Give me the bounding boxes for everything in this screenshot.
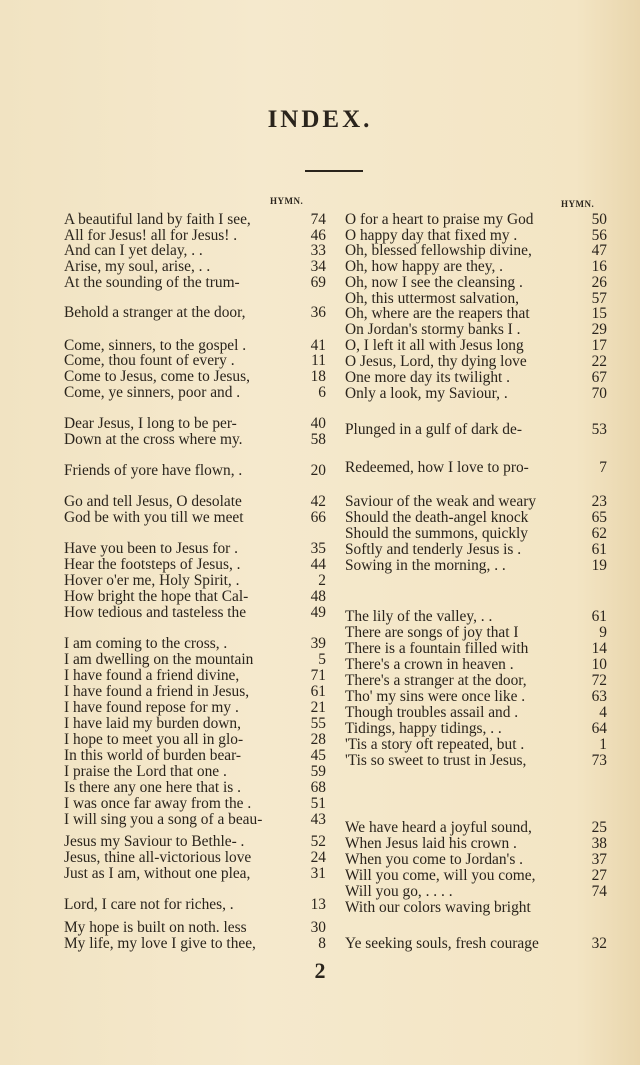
entry-title: I praise the Lord that one . xyxy=(64,764,227,780)
entry-title: Oh, how happy are they, . xyxy=(345,259,503,275)
entry-title: My life, my love I give to thee, xyxy=(64,936,256,952)
entry-title: When you come to Jordan's . xyxy=(345,852,524,868)
index-entry xyxy=(345,936,607,954)
entry-title: I have found repose for my . xyxy=(64,700,239,716)
entry-hymn-number: 57 xyxy=(591,290,607,307)
entry-title: Tho' my sins were once like . xyxy=(345,689,526,705)
index-entry xyxy=(345,422,607,440)
entry-hymn-number: 46 xyxy=(310,227,326,244)
entry-hymn-number: 30 xyxy=(310,919,326,936)
index-entry xyxy=(64,605,326,623)
entry-title: We have heard a joyful sound, xyxy=(345,820,532,836)
entry-hymn-number: 14 xyxy=(591,640,607,657)
entry-hymn-number: 70 xyxy=(591,385,607,402)
entry-title: In this world of burden bear- xyxy=(64,748,242,764)
entry-hymn-number: 51 xyxy=(310,795,326,812)
entry-hymn-number: 11 xyxy=(311,352,326,369)
entry-title: Should the death-angel knock xyxy=(345,510,529,526)
entry-hymn-number: 61 xyxy=(591,608,607,625)
entry-title: 'Tis so sweet to trust in Jesus, xyxy=(345,753,527,769)
index-entry xyxy=(345,386,607,404)
entry-title: Down at the cross where my. xyxy=(64,432,243,448)
entry-title: Sowing in the morning, . . xyxy=(345,558,506,574)
entry-title: I am dwelling on the mountain xyxy=(64,652,254,668)
entry-title: Just as I am, without one plea, xyxy=(64,866,251,882)
entry-title: Saviour of the weak and weary xyxy=(345,494,537,510)
entry-hymn-number: 7 xyxy=(599,459,607,476)
entry-hymn-number: 53 xyxy=(591,421,607,438)
entry-title: I was once far away from the . xyxy=(64,796,252,812)
entry-hymn-number: 74 xyxy=(310,211,326,228)
entry-title: How bright the hope that Cal- xyxy=(64,589,249,605)
entry-title: Go and tell Jesus, O desolate xyxy=(64,494,242,510)
entry-hymn-number: 69 xyxy=(310,274,326,291)
entry-title: O Jesus, Lord, thy dying love xyxy=(345,354,527,370)
entry-title: 'Tis a story oft repeated, but . xyxy=(345,737,525,753)
entry-hymn-number: 39 xyxy=(310,635,326,652)
entry-hymn-number: 34 xyxy=(310,258,326,275)
entry-hymn-number: 73 xyxy=(591,752,607,769)
entry-hymn-number: 19 xyxy=(591,557,607,574)
entry-hymn-number: 31 xyxy=(310,865,326,882)
entry-hymn-number: 33 xyxy=(310,242,326,259)
entry-hymn-number: 45 xyxy=(310,747,326,764)
entry-title: I have found a friend divine, xyxy=(64,668,240,684)
entry-hymn-number: 63 xyxy=(591,688,607,705)
entry-title: Friends of yore have flown, . xyxy=(64,463,243,479)
entry-title: Only a look, my Saviour, . xyxy=(345,386,508,402)
entry-hymn-number: 68 xyxy=(310,779,326,796)
entry-title: When Jesus laid his crown . xyxy=(345,836,517,852)
entry-hymn-number: 23 xyxy=(591,493,607,510)
entry-title: O for a heart to praise my God xyxy=(345,212,534,228)
entry-title: Will you go, . . . . xyxy=(345,884,453,900)
entry-title: I have laid my burden down, xyxy=(64,716,241,732)
entry-title: I have found a friend in Jesus, xyxy=(64,684,250,700)
entry-hymn-number: 32 xyxy=(591,935,607,952)
entry-hymn-number: 13 xyxy=(310,896,326,913)
entry-hymn-number: 67 xyxy=(591,369,607,386)
entry-title: Ye seeking souls, fresh courage xyxy=(345,936,539,952)
entry-hymn-number: 37 xyxy=(591,851,607,868)
entry-hymn-number: 35 xyxy=(310,540,326,557)
entry-title: There are songs of joy that I xyxy=(345,625,519,641)
entry-hymn-number: 25 xyxy=(591,819,607,836)
index-entry xyxy=(64,385,326,403)
entry-title: A beautiful land by faith I see, xyxy=(64,212,251,228)
entry-title: I am coming to the cross, . xyxy=(64,636,228,652)
entry-title: O happy day that fixed my . xyxy=(345,228,518,244)
entry-hymn-number: 41 xyxy=(310,337,326,354)
entry-title: There's a crown in heaven . xyxy=(345,657,514,673)
entry-hymn-number: 62 xyxy=(591,525,607,542)
entry-hymn-number: 28 xyxy=(310,731,326,748)
entry-hymn-number: 5 xyxy=(318,651,326,668)
entry-hymn-number: 48 xyxy=(310,588,326,605)
entry-hymn-number: 59 xyxy=(310,763,326,780)
entry-hymn-number: 61 xyxy=(591,541,607,558)
entry-hymn-number: 61 xyxy=(310,683,326,700)
entry-title: How tedious and tasteless the xyxy=(64,605,247,621)
entry-title: On Jordan's stormy banks I . xyxy=(345,322,521,338)
index-entry xyxy=(64,866,326,884)
entry-hymn-number: 2 xyxy=(318,572,326,589)
entry-hymn-number: 42 xyxy=(310,493,326,510)
entry-title: And can I yet delay, . . xyxy=(64,243,203,259)
page-number: 2 xyxy=(314,958,326,983)
entry-title: Dear Jesus, I long to be per- xyxy=(64,416,237,432)
entry-hymn-number: 16 xyxy=(591,258,607,275)
entry-title: Will you come, will you come, xyxy=(345,868,536,884)
entry-hymn-number: 17 xyxy=(591,337,607,354)
entry-title: Oh, this uttermost salvation, xyxy=(345,291,519,307)
index-entry xyxy=(64,936,326,954)
entry-title: Jesus, thine all-victorious love xyxy=(64,850,252,866)
index-entry xyxy=(345,753,607,771)
entry-title: Oh, now I see the cleansing . xyxy=(345,275,523,291)
index-entry xyxy=(345,558,607,576)
entry-title: Come, ye sinners, poor and . xyxy=(64,385,241,401)
entry-title: Softly and tenderly Jesus is . xyxy=(345,542,522,558)
entry-title: Though troubles assail and . xyxy=(345,705,519,721)
entry-hymn-number: 56 xyxy=(591,227,607,244)
entry-hymn-number: 27 xyxy=(591,867,607,884)
index-entry xyxy=(64,305,326,323)
entry-title: All for Jesus! all for Jesus! . xyxy=(64,228,238,244)
entry-title: At the sounding of the trum- xyxy=(64,275,240,291)
entry-title: I will sing you a song of a beau- xyxy=(64,812,263,828)
entry-title: Behold a stranger at the door, xyxy=(64,305,246,321)
entry-hymn-number: 6 xyxy=(318,384,326,401)
entry-hymn-number: 24 xyxy=(310,849,326,866)
entry-hymn-number: 36 xyxy=(310,304,326,321)
entry-hymn-number: 15 xyxy=(591,305,607,322)
entry-title: O, I left it all with Jesus long xyxy=(345,338,524,354)
entry-hymn-number: 20 xyxy=(310,462,326,479)
index-entry xyxy=(64,897,326,915)
entry-title: Oh, blessed fellowship divine, xyxy=(345,243,532,259)
entry-hymn-number: 9 xyxy=(599,624,607,641)
entry-hymn-number: 72 xyxy=(591,672,607,689)
entry-hymn-number: 64 xyxy=(591,720,607,737)
entry-hymn-number: 66 xyxy=(310,509,326,526)
hymn-header-right: HYMN. xyxy=(561,199,595,209)
entry-hymn-number: 65 xyxy=(591,509,607,526)
entry-title: Come, thou fount of every . xyxy=(64,353,235,369)
entry-hymn-number: 49 xyxy=(310,604,326,621)
entry-hymn-number: 43 xyxy=(310,811,326,828)
entry-title: Have you been to Jesus for . xyxy=(64,541,238,557)
entry-title: I hope to meet you all in glo- xyxy=(64,732,244,748)
entry-title: Is there any one here that is . xyxy=(64,780,241,796)
entry-title: Plunged in a gulf of dark de- xyxy=(345,422,522,438)
entry-hymn-number: 4 xyxy=(599,704,607,721)
entry-hymn-number: 29 xyxy=(591,321,607,338)
entry-title: God be with you till we meet xyxy=(64,510,244,526)
index-entry xyxy=(64,275,326,293)
entry-title: Come to Jesus, come to Jesus, xyxy=(64,369,250,385)
index-entry xyxy=(345,460,607,478)
entry-hymn-number: 1 xyxy=(599,736,607,753)
entry-hymn-number: 50 xyxy=(591,211,607,228)
entry-title: Arise, my soul, arise, . . xyxy=(64,259,211,275)
entry-hymn-number: 8 xyxy=(318,935,326,952)
index-entry xyxy=(64,812,326,830)
entry-hymn-number: 71 xyxy=(310,667,326,684)
entry-hymn-number: 58 xyxy=(310,431,326,448)
entry-hymn-number: 18 xyxy=(310,368,326,385)
entry-title: My hope is built on noth. less xyxy=(64,920,247,936)
entry-hymn-number: 10 xyxy=(591,656,607,673)
entry-title: Tidings, happy tidings, . . xyxy=(345,721,502,737)
entry-hymn-number: 26 xyxy=(591,274,607,291)
entry-title: Jesus my Saviour to Bethle- . xyxy=(64,834,245,850)
index-entry xyxy=(64,432,326,450)
entry-title: There's a stranger at the door, xyxy=(345,673,527,689)
entry-hymn-number: 44 xyxy=(310,556,326,573)
entry-title: Lord, I care not for riches, . xyxy=(64,897,234,913)
title-rule xyxy=(305,170,363,172)
index-entry xyxy=(64,463,326,481)
entry-hymn-number: 40 xyxy=(310,415,326,432)
entry-title: One more day its twilight . xyxy=(345,370,510,386)
entry-hymn-number: 47 xyxy=(591,242,607,259)
hymn-header-left: HYMN. xyxy=(270,196,304,206)
entry-title: Hear the footsteps of Jesus, . xyxy=(64,557,241,573)
entry-title: Come, sinners, to the gospel . xyxy=(64,338,247,354)
entry-title: Should the summons, quickly xyxy=(345,526,528,542)
entry-hymn-number: 38 xyxy=(591,835,607,852)
entry-hymn-number: 22 xyxy=(591,353,607,370)
entry-title: Hover o'er me, Holy Spirit, . xyxy=(64,573,240,589)
entry-title: Redeemed, how I love to pro- xyxy=(345,460,529,476)
entry-title: With our colors waving bright xyxy=(345,900,531,916)
entry-hymn-number: 21 xyxy=(310,699,326,716)
index-entry xyxy=(64,510,326,528)
entry-hymn-number: 52 xyxy=(310,833,326,850)
page-title: INDEX. xyxy=(267,106,373,133)
entry-hymn-number: 55 xyxy=(310,715,326,732)
entry-title: Oh, where are the reapers that xyxy=(345,306,530,322)
entry-hymn-number: 74 xyxy=(591,883,607,900)
entry-title: The lily of the valley, . . xyxy=(345,609,493,625)
index-entry xyxy=(345,900,607,918)
entry-title: There is a fountain filled with xyxy=(345,641,529,657)
